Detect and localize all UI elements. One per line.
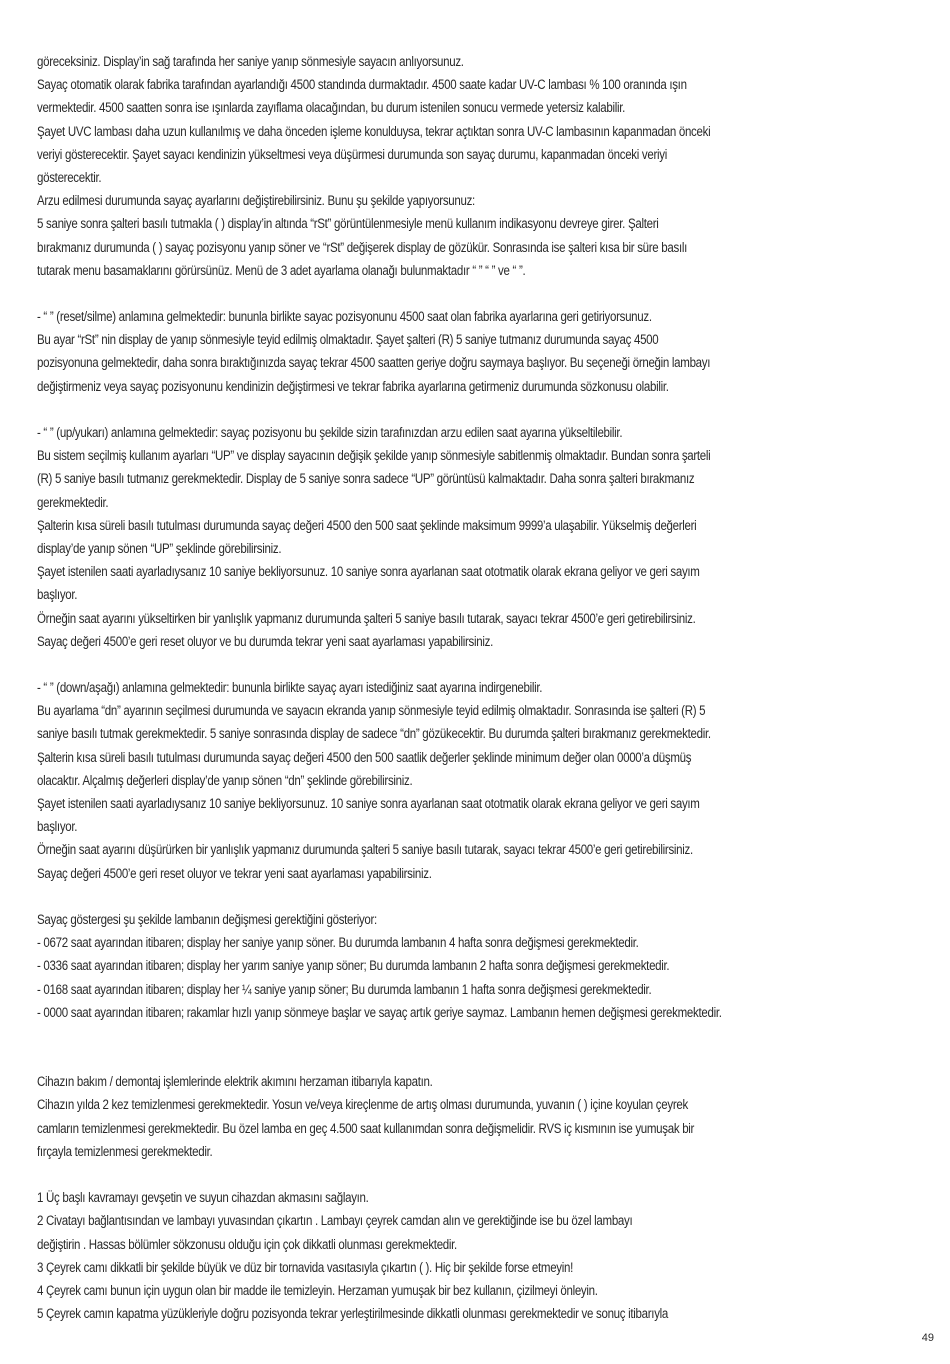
text-line: göreceksiniz. Display’in sağ tarafında her saniye yanıp sönmesiyle sayacın anlıyorsunuz. [37, 54, 464, 69]
text-line: - 0000 saat ayarından itibaren; rakamlar hızlı yanıp sönmeye başlar ve sayaç artık geriye saymaz. Lambanın hemen değişmesi gerekmektedir. [37, 1004, 722, 1020]
text-line: Şayet istenilen saati ayarladıysanız 10 saniye bekliyorsunuz. 10 saniye sonra ayarlanan saat ototmatik olarak ekrana geliyor ve geri sayım [37, 564, 700, 580]
text-line: (R) 5 saniye basılı tutmanız gerekmektedir. Display de 5 saniye sonra sadece “UP” görüntüsü kalmaktadır. Daha sonra şalteri bırakmanız [37, 471, 695, 487]
text-line: Şalterin kısa süreli basılı tutulması durumunda sayaç değeri 4500 den 500 saat şeklinde maksimum 9999’a ulaşabilir. Yükselmiş değerleri [37, 517, 697, 533]
text-line: Örneğin saat ayarını düşürürken bir yanlışlık yapmanız durumunda şalteri 5 saniye basılı tutarak, sayacı tekrar 4500’e geri getirebilirsiniz. [37, 842, 693, 858]
text-line: başlıyor. [37, 819, 78, 835]
text-line: - 0672 saat ayarından itibaren; display her saniye yanıp söner. Bu durumda lambanın 4 hafta sonra değişmesi gerekmektedir. [37, 935, 639, 951]
text-line: pozisyonuna gelmektedir, daha sonra bıraktığınızda sayaç tekrar 4500 saatten geriye doğru saymaya başlıyor. Bu seçeneği örneğin lambayı [37, 355, 711, 371]
text-line: tutarak menu basamaklarını görürsünüz. Menü de 3 adet ayarlama olanağı bulunmaktadır “ ” “ ” ve “ ”. [37, 262, 526, 278]
text-line: Şayet UVC lambası daha uzun kullanılmış ve daha önceden işleme konulduysa, tekrar açtıktan sonra UV-C lambasının kapanmadan önceki [37, 123, 711, 139]
text-line: Örneğin saat ayarını yükseltirken bir yanlışlık yapmanız durumunda şalteri 5 saniye basılı tutarak, sayacı tekrar 4500’e geri getirebilirsiniz. [37, 610, 696, 626]
text-line: - 0336 saat ayarından itibaren; display her yarım saniye yanıp söner; Bu durumda lambanın 2 hafta sonra değişmesi gerekmektedir. [37, 958, 670, 974]
settings-section [37, 50, 907, 1024]
page-number: 49 [921, 1332, 934, 1344]
text-line: 3 Çeyrek camı dikkatli bir şekilde büyük ve düz bir tornavida vasıtasıyla çıkartın ( ). Hiç bir şekilde forse etmeyin! [37, 1259, 574, 1275]
blank-line [37, 653, 907, 676]
text-line: Sayaç otomatik olarak fabrika tarafından ayarlandığı 4500 standında durmaktadır. 4500 saate kadar UV-C lambası % 100 oranında ışın [37, 77, 687, 93]
text-line: Bu ayarlama “dn” ayarının seçilmesi durumunda ve sayacın ekranda yanıp sönmesiyle teyid edilmiş olmaktadır. Sonrasında ise şalteri (R) 5 [37, 703, 706, 719]
text-line: olacaktır. Alçalmış değerleri display’de yanıp sönen “dn” şeklinde görebilirsiniz. [37, 772, 413, 788]
section-gap [37, 1024, 907, 1070]
blank-line [37, 1163, 907, 1186]
maintenance-section [37, 1070, 907, 1325]
blank-line [37, 282, 907, 305]
text-line: başlıyor. [37, 587, 78, 603]
text-line: 4 Çeyrek camı bunun için uygun olan bir madde ile temizleyin. Herzaman yumuşak bir bez kullanın, çizilmeyi önleyin. [37, 1282, 598, 1298]
text-line: vermektedir. 4500 saatten sonra ise ışınlarda zayıflama olacağından, bu durum istenilen sonucu vermede yetersiz kalabilir. [37, 100, 626, 116]
text-line: Sayaç değeri 4500’e geri reset oluyor ve bu durumda tekrar yeni saat ayarlaması yapabilirsiniz. [37, 633, 493, 649]
text-line: gösterecektir. [37, 169, 102, 185]
text-line: - “ ” (down/aşağı) anlamına gelmektedir: bununla birlikte sayaç ayarı istediğiniz saat ayarına indirgenebilir. [37, 680, 543, 696]
text-line: Bu ayar “rSt” nin display de yanıp sönmesiyle teyid edilmiş olmaktadır. Şayet şalteri (R) 5 saniye tutmanız durumunda sayaç 4500 [37, 332, 659, 348]
text-line: değiştirin . Hassas bölümler sökzonusu olduğu için çok dikkatli olunması gerekmektedir. [37, 1236, 457, 1252]
text-line: camların temizlenmesi gerekmektedir. Bu özel lamba en geç 4.500 saat kullanımdan sonra değişmelidir. RVS iç kısmının ise yumuşak bir [37, 1120, 695, 1136]
text-line: display’de yanıp sönen “UP” şeklinde görebilirsiniz. [37, 540, 282, 556]
document-body [37, 50, 907, 1325]
text-line: fırçayla temizlenmesi gerekmektedir. [37, 1143, 213, 1159]
text-line: 1 Üç başlı kavramayı gevşetin ve suyun cihazdan akmasını sağlayın. [37, 1190, 369, 1206]
blank-line [37, 398, 907, 421]
text-line: Şalterin kısa süreli basılı tutulması durumunda sayaç değeri 4500 den 500 saatlik değerler şeklinde minimum değer olan 0000’a düşmüş [37, 749, 692, 765]
text-line: Sayaç değeri 4500’e geri reset oluyor ve tekrar yeni saat ayarlaması yapabilirsiniz. [37, 865, 432, 881]
text-line: bırakmanız durumunda ( ) sayaç pozisyonu yanıp söner ve “rSt” değişerek display de gözükür. Sonrasında ise şalteri kısa bir süre basılı [37, 239, 688, 255]
text-line: veriyi gösterecektir. Şayet sayacı kendinizin yükseltmesi veya düşürmesi durumunda son sayaç durumu, kapanmadan önceki veriyi [37, 146, 667, 162]
text-line: Arzu edilmesi durumunda sayaç ayarlarını değiştirebilirsiniz. Bunu şu şekilde yapıyorsunuz: [37, 193, 475, 209]
text-line: Şayet istenilen saati ayarladıysanız 10 saniye bekliyorsunuz. 10 saniye sonra ayarlanan saat ototmatik olarak ekrana geliyor ve geri sayım [37, 796, 700, 811]
text-line: Bu sistem seçilmiş kullanım ayarları “UP” ve display sayacının değişik şekilde yanıp sönmesiyle sabitlenmiş olmaktadır. Bundan sonra şarteli [37, 448, 711, 464]
text-line: değiştirmeniz veya sayaç pozisyonunu kendinizin değiştirmesi ve tekrar fabrika ayarlarına getirmeniz durumunda sözkonusu olabilir. [37, 378, 669, 394]
text-line: - “ ” (reset/silme) anlamına gelmektedir: bununla birlikte sayac pozisyonunu 4500 saat olan fabrika ayarlarına geri getiriyorsunuz. [37, 309, 652, 325]
text-line: gerekmektedir. [37, 494, 109, 510]
text-line: 5 saniye sonra şalteri basılı tutmakla ( ) display’in altında “rSt” görüntülenmesiyle menü kullanım indikasyonu devreye girer. Şalteri [37, 216, 659, 232]
blank-line [37, 885, 907, 908]
text-line: Sayaç göstergesi şu şekilde lambanın değişmesi gerektiğini gösteriyor: [37, 911, 377, 927]
text-line: - 0168 saat ayarından itibaren; display her ¼ saniye yanıp söner; Bu durumda lambanın 1 hafta sonra değişmesi gerekmektedir. [37, 981, 652, 997]
text-line: Cihazın bakım / demontaj işlemlerinde elektrik akımını herzaman itibarıyla kapatın. [37, 1074, 433, 1090]
text-line: 2 Civatayı bağlantısından ve lambayı yuvasından çıkartın . Lambayı çeyrek camdan alın ve gerektiğinde ise bu özel lambayı [37, 1213, 633, 1229]
text-line: Cihazın yılda 2 kez temizlenmesi gerekmektedir. Yosun ve/veya kireçlenme de artış olması durumunda, yuvanın ( ) içine koyulan çeyrek [37, 1097, 688, 1113]
text-line: saniye basılı tutmak gerekmektedir. 5 saniye sonrasında display de sadece “dn” gözükecektir. Bu durumda şalteri bırakmanız gerekmektedir. [37, 726, 711, 742]
text-line: 5 Çeyrek camın kapatma yüzükleriyle doğru pozisyonda tekrar yerleştirilmesinde dikkatli olunması gerekmektedir ve sonuç itibarıyla [37, 1306, 669, 1322]
text-line: - “ ” (up/yukarı) anlamına gelmektedir: sayaç pozisyonu bu şekilde sizin tarafınızdan arzu edilen saat ayarına yükseltilebilir. [37, 425, 623, 440]
